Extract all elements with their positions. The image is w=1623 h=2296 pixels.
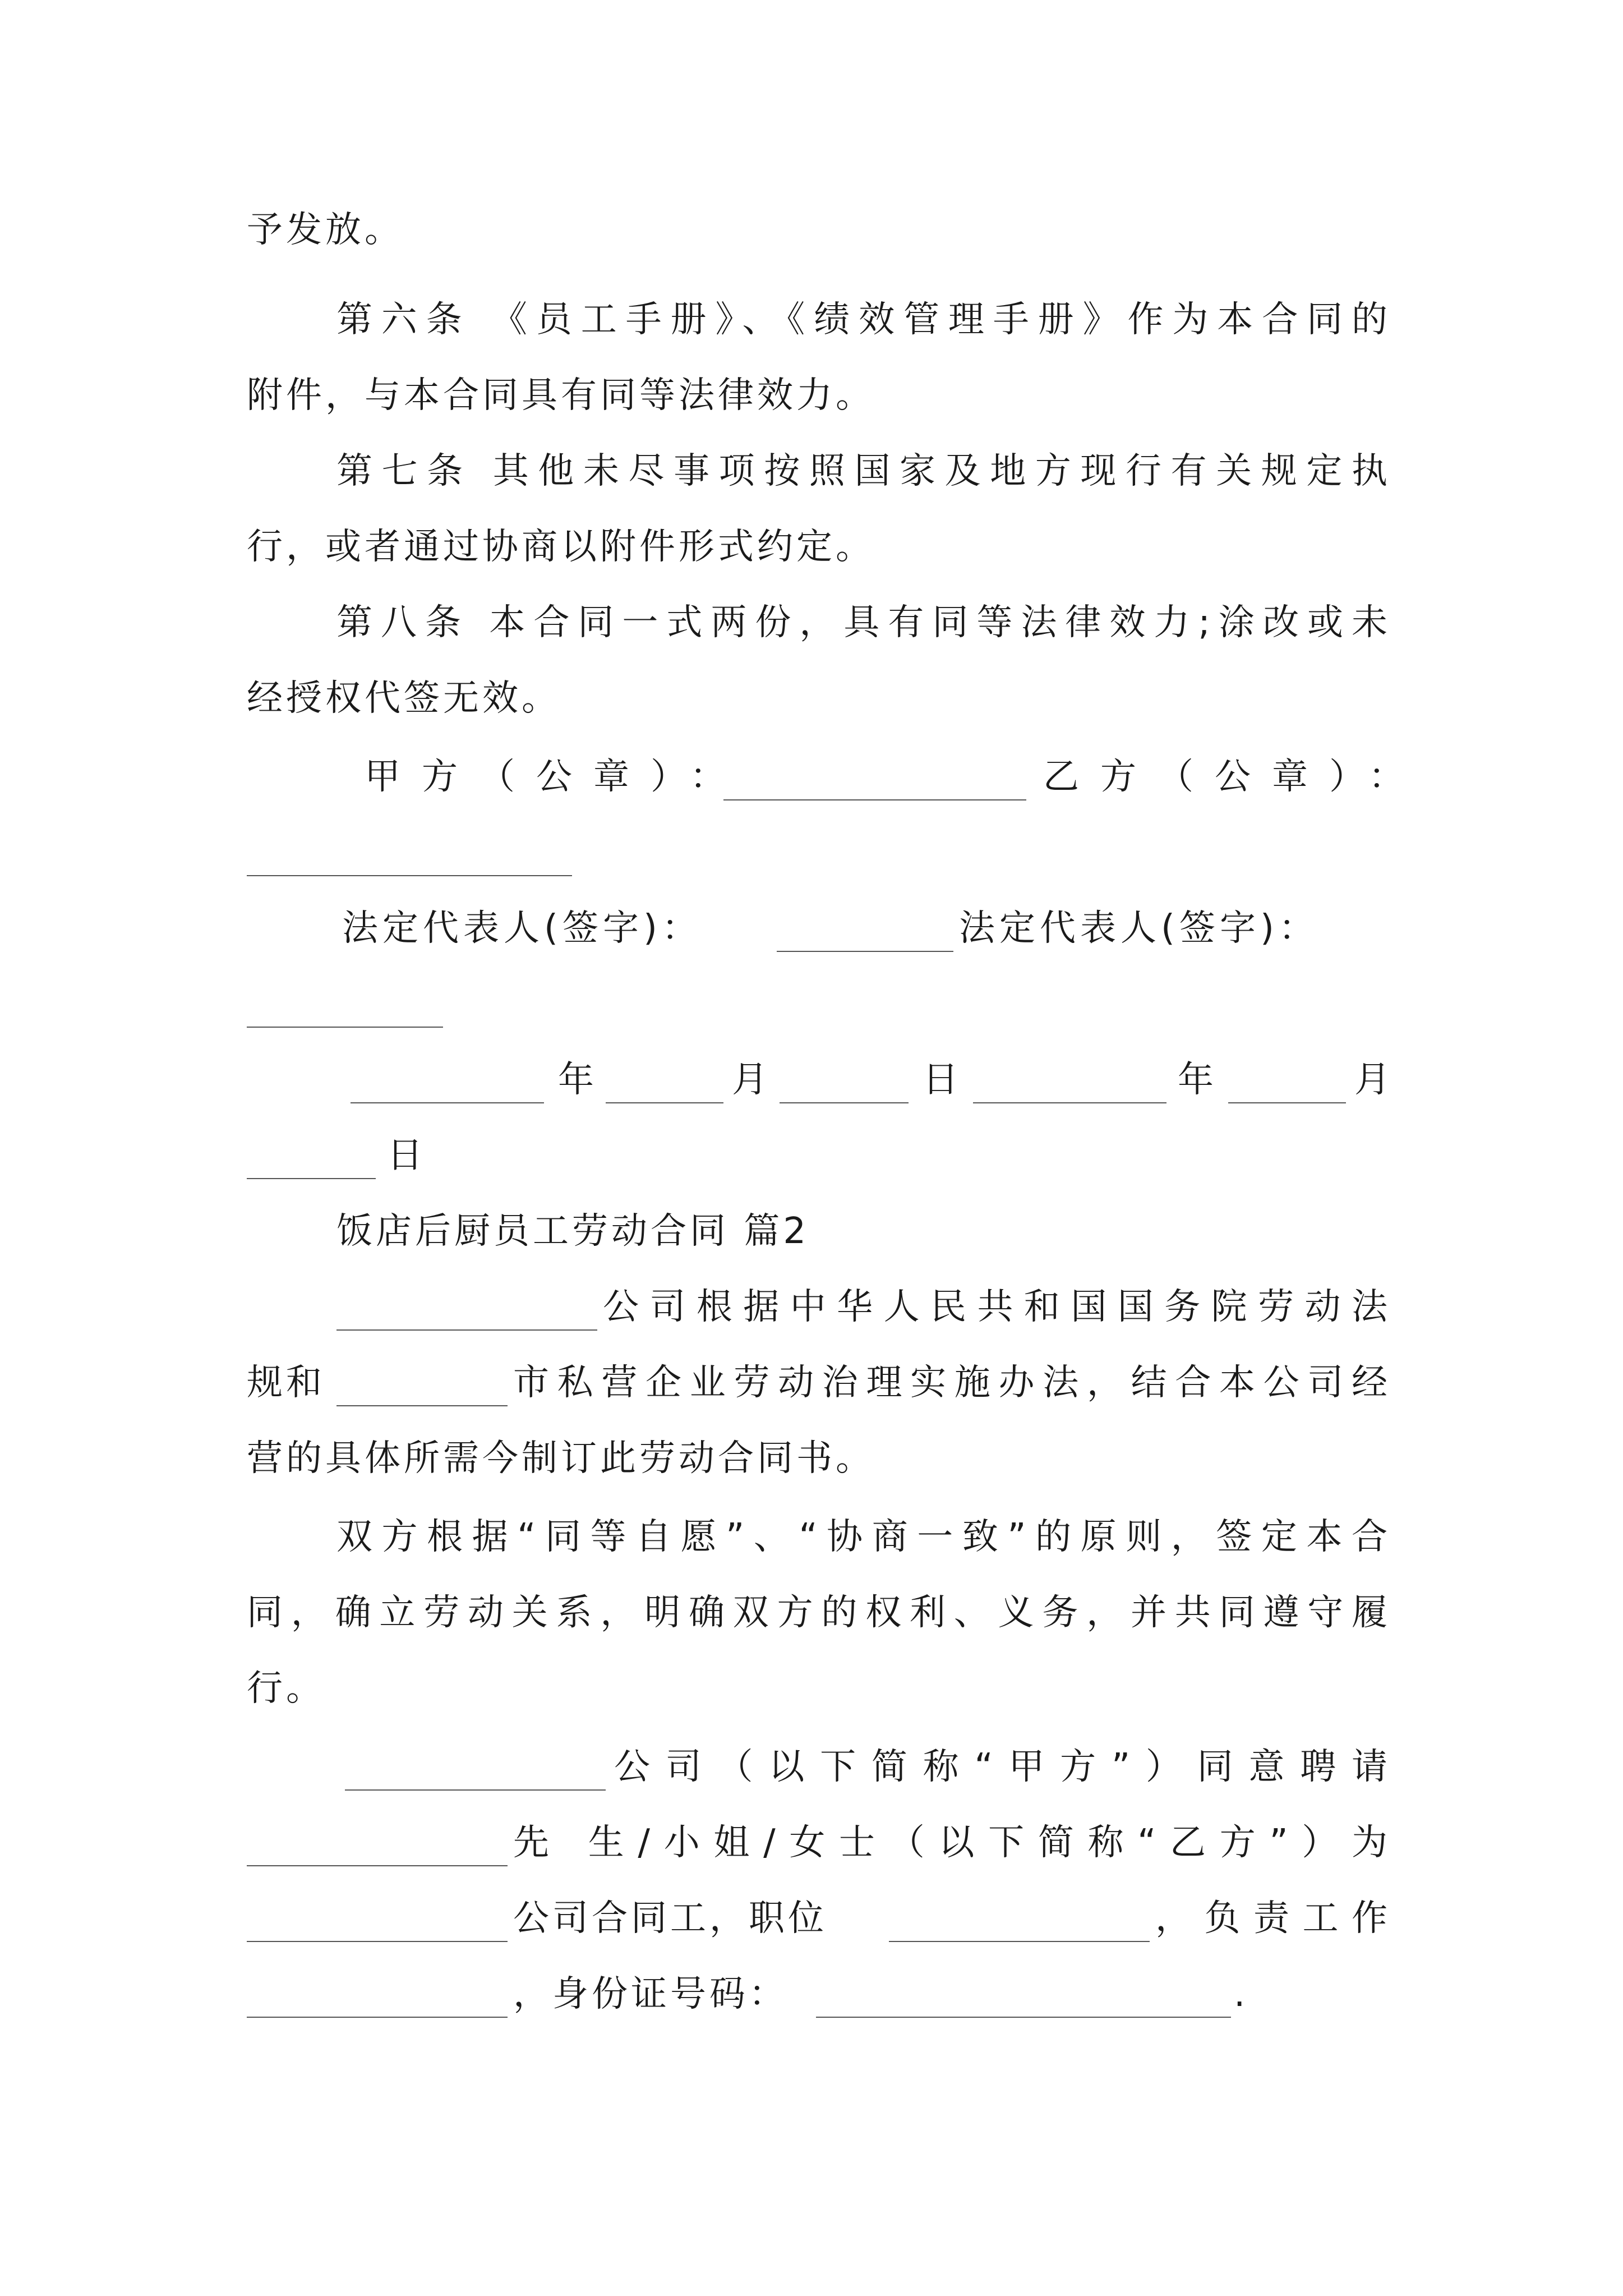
position-blank: [889, 1941, 1150, 1942]
text-line: 予发放。: [247, 209, 404, 251]
date-a-day-blank: [780, 1102, 909, 1103]
party-a-seal-blank: [723, 799, 1026, 800]
party-b-seal-blank: [247, 875, 572, 876]
date-b-month-label: 月: [1354, 1059, 1394, 1101]
article-7-line-2: 行，或者通过协商以附件形式约定。: [247, 526, 875, 568]
paragraph-2-line-3: 行。: [247, 1668, 325, 1709]
legal-rep-a-label: 法定代表人(签字)：: [342, 908, 702, 949]
paragraph-1-line-2b: 市私营企业劳动治理实施办法，结合本公司经: [513, 1362, 1391, 1404]
date-b-year-label: 年: [1178, 1059, 1217, 1101]
company-blank: [345, 1789, 606, 1791]
paragraph-1-line-1: 公司根据中华人民共和国国务院劳动法: [603, 1286, 1391, 1328]
section-title: 饭店后厨员工劳动合同 篇2: [336, 1211, 810, 1252]
paragraph-2-line-2: 同，确立劳动关系，明确双方的权利、义务，并共同遵守履: [247, 1592, 1391, 1634]
party-a-seal-label: 甲方（公章）：: [365, 756, 747, 798]
date-b-day-label: 日: [387, 1135, 426, 1176]
article-6-line-1: 第六条 《员工手册》、《绩效管理手册》作为本合同的: [336, 299, 1391, 341]
paragraph-1-line-2a: 规和: [247, 1362, 325, 1404]
work-blank: [247, 2017, 508, 2018]
date-b-year-blank: [973, 1102, 1166, 1103]
date-a-month-blank: [606, 1102, 723, 1103]
company-blank-2: [247, 1941, 508, 1942]
article-8-line-2: 经授权代签无效。: [247, 678, 561, 719]
paragraph-3-line-4b: .: [1234, 1973, 1249, 2015]
paragraph-3-line-1: 公司（以下简称“甲方”）同意聘请: [614, 1746, 1391, 1788]
article-6-line-2: 附件，与本合同具有同等法律效力。: [247, 375, 875, 416]
city-name-blank: [336, 1405, 508, 1406]
id-number-blank: [816, 2017, 1231, 2018]
date-a-day-label: 日: [923, 1059, 962, 1101]
date-a-year-blank: [351, 1102, 544, 1103]
date-a-year-label: 年: [558, 1059, 597, 1101]
date-b-month-blank: [1228, 1102, 1346, 1103]
date-b-day-blank: [247, 1178, 376, 1179]
paragraph-2-line-1: 双方根据“同等自愿”、“协商一致”的原则，签定本合: [336, 1516, 1391, 1558]
paragraph-3-line-3b: ，负责工作: [1155, 1898, 1391, 1939]
date-a-month-label: 月: [732, 1059, 771, 1101]
party-b-seal-label: 乙方（公章）：: [1043, 756, 1426, 798]
employee-name-blank: [247, 1865, 508, 1866]
company-name-blank: [336, 1329, 597, 1331]
legal-rep-b-label: 法定代表人(签字)：: [959, 908, 1319, 949]
article-7-line-1: 第七条 其他未尽事项按照国家及地方现行有关规定执: [336, 450, 1391, 492]
legal-rep-b-blank: [247, 1027, 443, 1028]
paragraph-3-line-2: 先 生/小姐/女士（以下简称“乙方”）为: [513, 1822, 1391, 1864]
paragraph-3-line-3a: 公司合同工，职位: [513, 1898, 827, 1939]
paragraph-1-line-3: 营的具体所需今制订此劳动合同书。: [247, 1438, 875, 1479]
legal-rep-a-blank: [777, 951, 953, 952]
paragraph-3-line-4a: ，身份证号码：: [513, 1973, 788, 2015]
article-8-line-1: 第八条 本合同一式两份，具有同等法律效力;涂改或未: [336, 602, 1391, 643]
